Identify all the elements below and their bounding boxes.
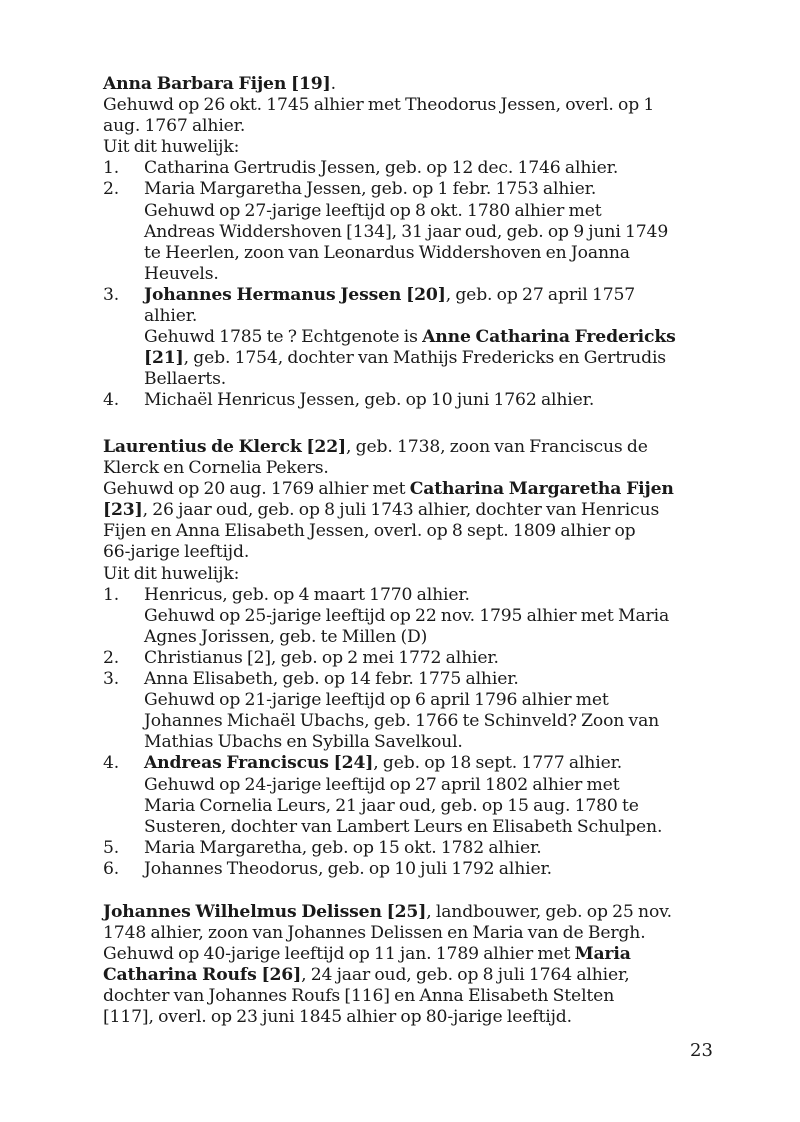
- text-run: , geb. op 18 sept. 1777 alhier.: [373, 753, 623, 774]
- text-line: [103, 137, 703, 158]
- text-line: [103, 479, 703, 500]
- list-item: [103, 285, 703, 306]
- text-run: [117], overl. op 23 juni 1845 alhier op 80-jarige leeftijd.: [103, 1007, 572, 1028]
- text-run: Uit dit huwelijk:: [103, 137, 240, 158]
- text-line: [103, 74, 703, 95]
- bold-name: Laurentius de Klerck [22]: [103, 437, 347, 457]
- bold-name: Catharina Margaretha Fijen: [409, 479, 674, 500]
- page-number: 23: [690, 1040, 713, 1061]
- bold-name: Johannes Wilhelmus Delissen [25]: [103, 902, 427, 922]
- list-item-continuation: [103, 627, 703, 648]
- text-run: te Heerlen, zoon van Leonardus Widdershoven en Joanna: [144, 242, 630, 263]
- text-run: Andreas Widdershoven [134], 31 jaar oud, geb. op 9 juni 1749: [144, 221, 669, 242]
- bold-name: Johannes Hermanus Jessen [20]: [144, 284, 446, 305]
- text-run: aug. 1767 alhier.: [103, 116, 246, 137]
- list-item-continuation: [103, 222, 703, 243]
- text-run: Gehuwd op 24-jarige leeftijd op 27 april 1802 alhier met: [144, 774, 620, 795]
- text-run: Susteren, dochter van Lambert Leurs en Elisabeth Schulpen.: [144, 816, 663, 837]
- list-item: [103, 859, 703, 880]
- text-run: , geb. 1754, dochter van Mathijs Fredericks en Gertrudis: [183, 348, 666, 369]
- list-item-continuation: [103, 711, 703, 732]
- list-item: [103, 390, 703, 411]
- bold-name: Maria: [574, 944, 631, 965]
- text-line: [103, 95, 703, 116]
- list-item-continuation: [103, 732, 703, 753]
- list-number: 1.: [103, 158, 120, 179]
- bold-name: Anne Catharina Fredericks: [422, 327, 676, 348]
- text-line: [103, 521, 703, 542]
- text-run: , geb. op 27 april 1757: [445, 284, 636, 305]
- list-item-continuation: [103, 243, 703, 264]
- text-run: Johannes Theodorus, geb. op 10 juli 1792 alhier.: [144, 858, 552, 879]
- text-run: Maria Margaretha Jessen, geb. op 1 febr. 1753 alhier.: [144, 179, 597, 200]
- genealogy-entry: [103, 74, 703, 412]
- list-item-continuation: [103, 817, 703, 838]
- text-line: [103, 986, 703, 1007]
- text-line: [103, 564, 703, 585]
- list-number: 2.: [103, 647, 120, 668]
- text-run: , 24 jaar oud, geb. op 8 juli 1764 alhier,: [301, 965, 630, 986]
- text-run: Henricus, geb. op 4 maart 1770 alhier.: [144, 584, 470, 605]
- genealogy-entry: [103, 902, 703, 1029]
- text-run: , landbouwer, geb. op 25 nov.: [426, 902, 672, 922]
- text-run: Maria Cornelia Leurs, 21 jaar oud, geb. op 15 aug. 1780 te: [144, 795, 639, 816]
- text-run: Gehuwd op 20 aug. 1769 alhier met: [103, 479, 410, 500]
- bold-name: Anna Barbara Fijen [19]: [103, 74, 331, 94]
- text-line: [103, 944, 703, 965]
- list-item: [103, 669, 703, 690]
- list-item-continuation: [103, 264, 703, 285]
- bold-name: Catharina Roufs [26]: [103, 965, 302, 986]
- list-item: [103, 585, 703, 606]
- list-number: 3.: [103, 669, 120, 690]
- list-item: [103, 648, 703, 669]
- text-run: Gehuwd op 26 okt. 1745 alhier met Theodorus Jessen, overl. op 1: [103, 95, 655, 116]
- text-run: , geb. 1738, zoon van Franciscus de: [346, 437, 648, 457]
- text-run: Agnes Jorissen, geb. te Millen (D): [144, 626, 428, 647]
- text-line: [103, 437, 703, 458]
- text-run: Johannes Michaël Ubachs, geb. 1766 te Schinveld? Zoon van: [144, 711, 660, 732]
- list-item: [103, 838, 703, 859]
- list-number: 4.: [103, 390, 120, 411]
- text-line: [103, 965, 703, 986]
- text-line: [103, 902, 703, 923]
- list-item-continuation: [103, 606, 703, 627]
- text-run: Bellaerts.: [144, 369, 227, 390]
- text-run: .: [330, 74, 336, 94]
- list-item-continuation: [103, 775, 703, 796]
- list-item-continuation: [103, 306, 703, 327]
- text-run: Klerck en Cornelia Pekers.: [103, 458, 329, 479]
- text-run: Gehuwd op 25-jarige leeftijd op 22 nov. 1795 alhier met Maria: [144, 605, 670, 626]
- list-item-continuation: [103, 327, 703, 348]
- list-item-continuation: [103, 690, 703, 711]
- text-run: Gehuwd 1785 te ? Echtgenote is: [144, 327, 423, 348]
- text-run: dochter van Johannes Roufs [116] en Anna Elisabeth Stelten: [103, 986, 615, 1007]
- text-run: Uit dit huwelijk:: [103, 563, 240, 584]
- list-number: 5.: [103, 837, 120, 858]
- bold-name: Andreas Franciscus [24]: [144, 753, 374, 774]
- text-run: Gehuwd op 21-jarige leeftijd op 6 april 1796 alhier met: [144, 690, 609, 711]
- text-line: [103, 458, 703, 479]
- text-line: [103, 116, 703, 137]
- text-run: Catharina Gertrudis Jessen, geb. op 12 dec. 1746 alhier.: [144, 158, 619, 179]
- text-run: Maria Margaretha, geb. op 15 okt. 1782 alhier.: [144, 837, 542, 858]
- text-line: [103, 542, 703, 563]
- list-number: 4.: [103, 753, 120, 774]
- text-run: Heuvels.: [144, 263, 219, 284]
- text-run: Michaël Henricus Jessen, geb. op 10 juni 1762 alhier.: [144, 390, 595, 411]
- text-line: [103, 1007, 703, 1028]
- list-number: 2.: [103, 179, 120, 200]
- list-item: [103, 179, 703, 200]
- list-number: 6.: [103, 858, 120, 879]
- text-line: [103, 500, 703, 521]
- text-run: Gehuwd op 40-jarige leeftijd op 11 jan. 1789 alhier met: [103, 944, 575, 965]
- bold-name: [23]: [103, 500, 143, 521]
- text-run: alhier.: [144, 306, 198, 327]
- text-run: Christianus [2], geb. op 2 mei 1772 alhier.: [144, 647, 499, 668]
- list-item: [103, 753, 703, 774]
- list-item-continuation: [103, 796, 703, 817]
- text-run: , 26 jaar oud, geb. op 8 juli 1743 alhier, dochter van Henricus: [142, 500, 660, 521]
- text-run: Mathias Ubachs en Sybilla Savelkoul.: [144, 732, 463, 753]
- text-run: 1748 alhier, zoon van Johannes Delissen en Maria van de Bergh.: [103, 923, 646, 944]
- genealogy-entry: [103, 437, 703, 880]
- list-number: 1.: [103, 584, 120, 605]
- text-run: Anna Elisabeth, geb. op 14 febr. 1775 alhier.: [144, 669, 519, 690]
- bold-name: [21]: [144, 348, 184, 369]
- list-item: [103, 158, 703, 179]
- list-item-continuation: [103, 348, 703, 369]
- text-run: 66-jarige leeftijd.: [103, 542, 250, 563]
- text-run: Fijen en Anna Elisabeth Jessen, overl. op 8 sept. 1809 alhier op: [103, 521, 636, 542]
- list-number: 3.: [103, 284, 120, 305]
- text-line: [103, 923, 703, 944]
- text-run: Gehuwd op 27-jarige leeftijd op 8 okt. 1780 alhier met: [144, 200, 602, 221]
- list-item-continuation: [103, 201, 703, 222]
- list-item-continuation: [103, 369, 703, 390]
